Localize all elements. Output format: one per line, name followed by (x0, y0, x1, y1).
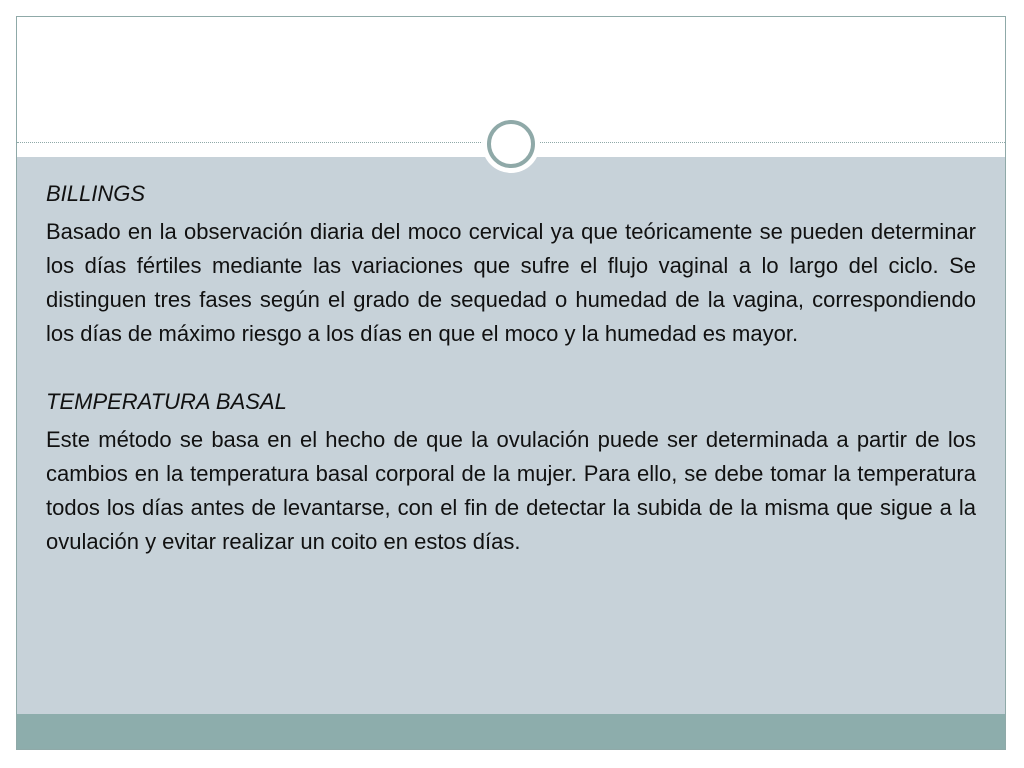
text-block (46, 177, 976, 559)
circle-ornament-icon (482, 115, 540, 173)
footer-band (17, 714, 1005, 749)
section-heading-billings: BILLINGS (46, 181, 146, 206)
section-spacer (46, 351, 976, 385)
section-body-temperatura-basal: Este método se basa en el hecho de que la ovulación puede ser determinada a partir de los cambios en la temperatura basal corporal de la mujer. Para ello, se debe tomar la temperatura todos los días antes de levantarse, con el fin de detectar la subida de la misma que sigue a la ovulación y evitar realizar un coito en estos días. (46, 427, 976, 554)
section-heading-temperatura-basal: TEMPERATURA BASAL (46, 389, 287, 414)
section-body-billings: Basado en la observación diaria del moco cervical ya que teóricamente se pueden determinar los días fértiles mediante las variaciones que sufre el flujo vaginal a lo largo del ciclo. Se distinguen tres fases según el grado de sequedad o humedad de la vagina, correspondiendo los días de máximo riesgo a los días en que el moco y la humedad es mayor. (46, 219, 976, 346)
slide (16, 16, 1006, 750)
ornament-ring (487, 120, 535, 168)
